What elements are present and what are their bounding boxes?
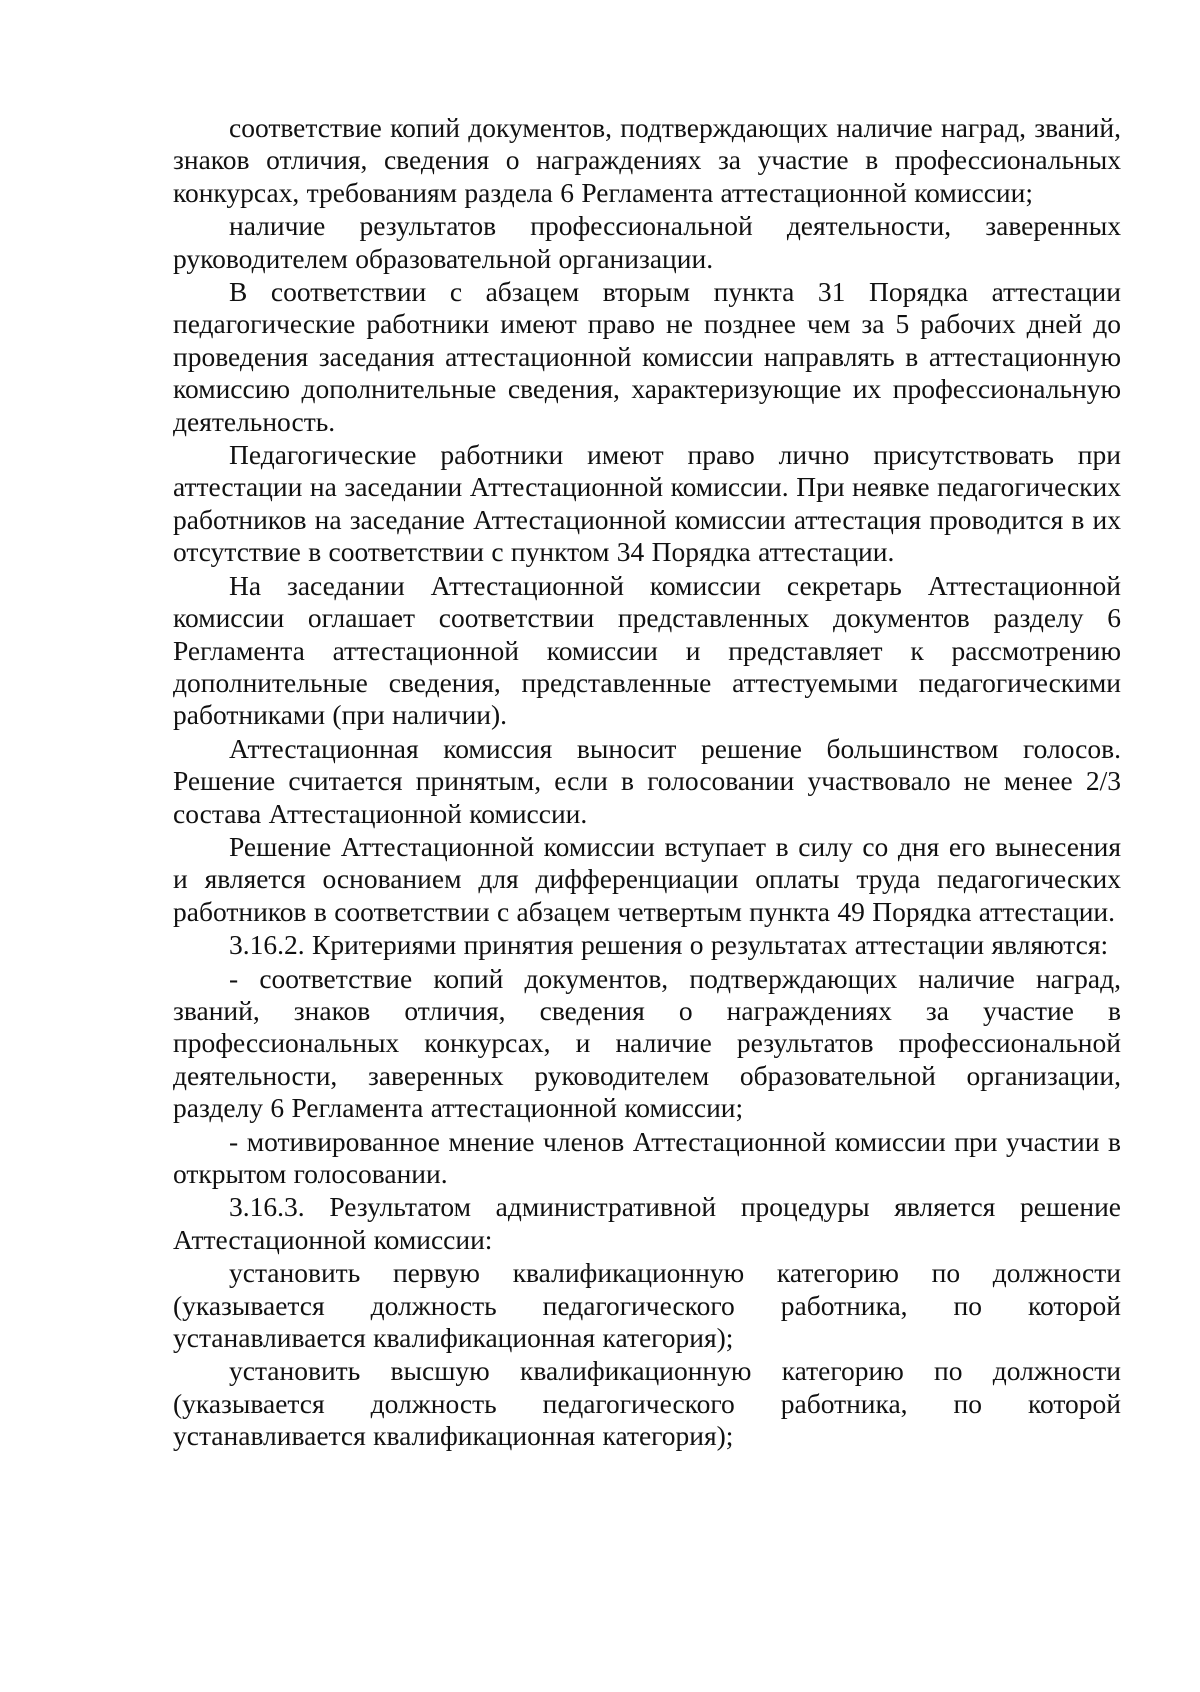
paragraph-results-availability: наличие результатов профессиональной деятельности, заверенных руководителем образовательной организации. [173,210,1121,274]
paragraph-awards-compliance: соответствие копий документов, подтверждающих наличие наград, званий, знаков отличия, сведения о награждениях за участие в профессиональных конкурсах, требованиям раздела 6 Регламента аттестационной комиссии; [173,112,1121,208]
paragraph-first-category: установить первую квалификационную категорию по должности (указывается должность педагогического работника, по которой устанавливается квалификационная категория); [173,1257,1121,1354]
paragraph-majority-vote: Аттестационная комиссия выносит решение большинством голосов. Решение считается принятым, если в голосовании участвовало не менее 2/3 состава Аттестационной комиссии. [173,732,1121,829]
list-item-documents-compliance: - соответствие копий документов, подтверждающих наличие наград, званий, знаков отличия, сведения о награждениях за участие в профессиональных конкурсах, и наличие результатов профессиональной деятельности, заверенных руководителем образовательной организации, разделу 6 Регламента аттестационной комиссии; [173,962,1121,1124]
paragraph-personal-attendance: Педагогические работники имеют право лично присутствовать при аттестации на заседании Аттестационной комиссии. При неявке педагогических работников на заседание Аттестационной комиссии аттестация проводится в их отсутствие в соответствии с пунктом 34 Порядка аттестации. [173,439,1121,568]
document-body [173,112,1121,1453]
paragraph-3-16-3-result: 3.16.3. Результатом административной процедуры является решение Аттестационной комиссии: [173,1191,1121,1255]
paragraph-secretary-announcement: На заседании Аттестационной комиссии секретарь Аттестационной комиссии оглашает соответствии представленных документов разделу 6 Регламента аттестационной комиссии и представляет к рассмотрению дополнительные сведения, представленные аттестуемыми педагогическими работниками (при наличии). [173,569,1121,731]
paragraph-decision-effect: Решение Аттестационной комиссии вступает в силу со дня его вынесения и является основанием для дифференциации оплаты труда педагогических работников в соответствии с абзацем четвертым пункта 49 Порядка аттестации. [173,830,1121,927]
paragraph-additional-info-right: В соответствии с абзацем вторым пункта 31 Порядка аттестации педагогические работники имеют право не позднее чем за 5 рабочих дней до проведения заседания аттестационной комиссии направлять в аттестационную комиссию дополнительные сведения, характеризующие их профессиональную деятельность. [173,276,1121,437]
list-item-members-opinion: - мотивированное мнение членов Аттестационной комиссии при участии в открытом голосовании. [173,1125,1121,1189]
paragraph-3-16-2-criteria: 3.16.2. Критериями принятия решения о результатах аттестации являются: [229,929,1109,961]
paragraph-highest-category: установить высшую квалификационную категорию по должности (указывается должность педагогического работника, по которой устанавливается квалификационная категория); [173,1355,1121,1452]
